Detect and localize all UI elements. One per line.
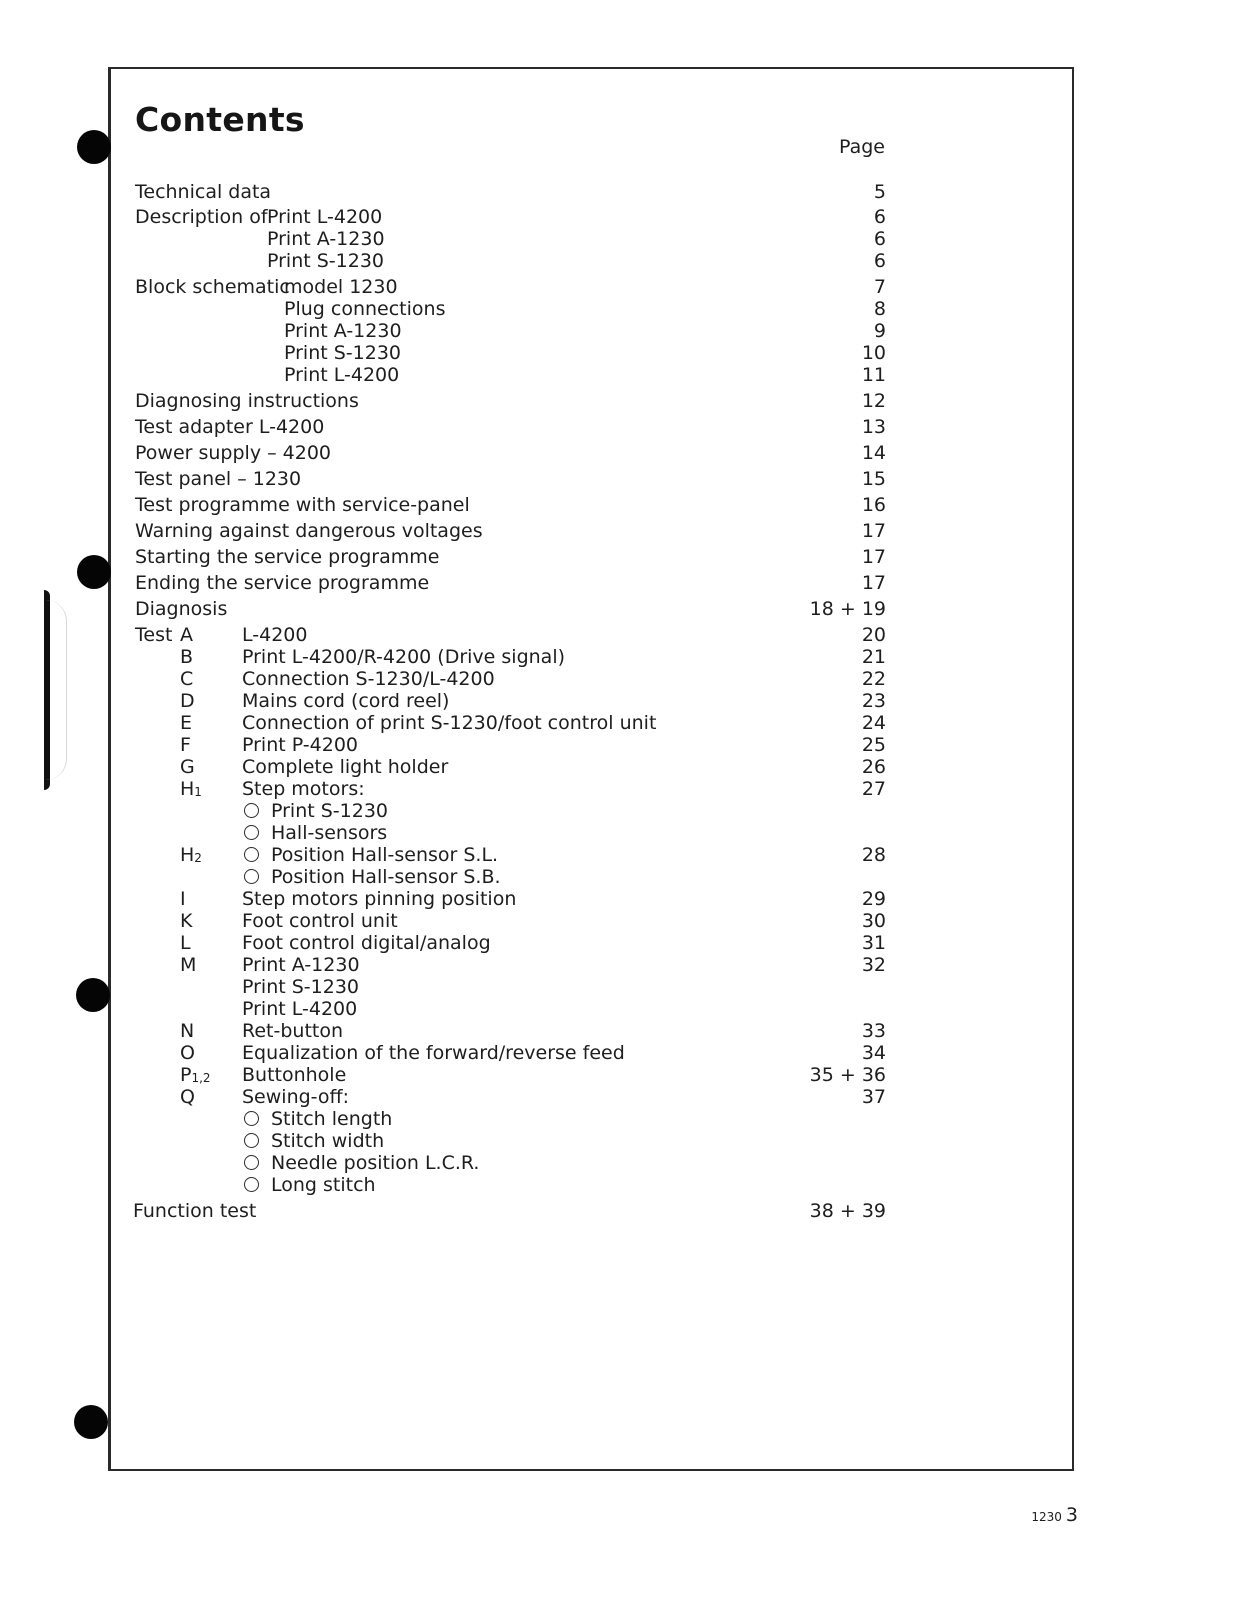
toc-group-block-schematic: Block schematic	[135, 276, 290, 298]
toc-entry-test-p[interactable]: Buttonhole	[242, 1064, 347, 1086]
toc-entry-test-q[interactable]: Sewing-off:	[242, 1086, 349, 1108]
test-letter: K	[180, 910, 193, 932]
toc-subentry-stitch-width[interactable]: Stitch width	[244, 1130, 384, 1152]
toc-subentry-m-print-l4200[interactable]: Print L-4200	[242, 998, 358, 1020]
toc-page-number: 27	[861, 778, 886, 800]
page-title: Contents	[135, 100, 305, 139]
toc-entry-test-h1[interactable]: Step motors:	[242, 778, 365, 800]
test-letter: I	[180, 888, 186, 910]
toc-page-number: 9	[873, 320, 886, 342]
footer-model-number: 1230	[1031, 1510, 1062, 1524]
toc-entry-diagnosing-instructions[interactable]: Diagnosing instructions	[135, 390, 359, 412]
toc-page-number: 5	[873, 181, 886, 203]
test-letter: G	[180, 756, 195, 778]
test-letter: C	[180, 668, 194, 690]
toc-page-number: 17	[861, 520, 886, 542]
toc-entry-test-n[interactable]: Ret-button	[242, 1020, 344, 1042]
test-letter: N	[180, 1020, 195, 1042]
toc-entry-description-print-a1230[interactable]: Print A-1230	[267, 228, 385, 250]
test-letter: E	[180, 712, 193, 734]
toc-entry-block-print-a1230[interactable]: Print A-1230	[284, 320, 402, 342]
toc-entry-block-model-1230[interactable]: model 1230	[284, 276, 398, 298]
binding-hole-icon	[77, 555, 111, 589]
toc-entry-test-k[interactable]: Foot control unit	[242, 910, 398, 932]
toc-page-number: 16	[861, 494, 886, 516]
test-letter: $P_{1,2}$	[180, 1064, 211, 1086]
toc-page-number: 38 + 39	[809, 1200, 886, 1222]
toc-page-number: 17	[861, 546, 886, 568]
toc-page-number: 35 + 36	[809, 1064, 886, 1086]
toc-subentry-stitch-length[interactable]: Stitch length	[244, 1108, 392, 1130]
test-letter: F	[180, 734, 191, 756]
toc-page-number: 7	[873, 276, 886, 298]
page-footer	[1000, 1504, 1078, 1526]
circle-bullet-icon	[244, 803, 259, 818]
toc-entry-test-l[interactable]: Foot control digital/analog	[242, 932, 491, 954]
toc-entry-technical-data[interactable]: Technical data	[135, 181, 272, 203]
test-letter: D	[180, 690, 195, 712]
toc-entry-block-print-s1230[interactable]: Print S-1230	[284, 342, 402, 364]
toc-entry-block-plug-connections[interactable]: Plug connections	[284, 298, 446, 320]
toc-entry-test-b[interactable]: Print L-4200/R-4200 (Drive signal)	[242, 646, 566, 668]
test-letter: A	[180, 624, 193, 646]
toc-entry-test-e[interactable]: Connection of print S-1230/foot control unit	[242, 712, 657, 734]
toc-entry-warning-voltages[interactable]: Warning against dangerous voltages	[135, 520, 483, 542]
toc-page-number: 6	[873, 250, 886, 272]
toc-page-number: 11	[861, 364, 886, 386]
toc-page-number: 10	[861, 342, 886, 364]
toc-entry-test-a[interactable]: L-4200	[242, 624, 308, 646]
toc-page-number: 22	[861, 668, 886, 690]
toc-subentry-print-s1230[interactable]: Print S-1230	[244, 800, 388, 822]
toc-entry-test-h2[interactable]: Position Hall-sensor S.L.	[244, 844, 498, 866]
binding-hole-icon	[76, 978, 110, 1012]
toc-page-number: 12	[861, 390, 886, 412]
test-letter: $H_2$	[180, 844, 202, 866]
toc-entry-ending-service[interactable]: Ending the service programme	[135, 572, 430, 594]
toc-entry-test-c[interactable]: Connection S-1230/L-4200	[242, 668, 495, 690]
toc-page-number: 34	[861, 1042, 886, 1064]
toc-page-number: 6	[873, 228, 886, 250]
toc-subentry-hall-sensor-sb[interactable]: Position Hall-sensor S.B.	[244, 866, 501, 888]
toc-page-number: 17	[861, 572, 886, 594]
toc-page-number: 14	[861, 442, 886, 464]
page-edge-curve	[46, 600, 67, 780]
toc-entry-test-f[interactable]: Print P-4200	[242, 734, 358, 756]
toc-subentry-hall-sensors[interactable]: Hall-sensors	[244, 822, 387, 844]
binding-hole-icon	[77, 130, 111, 164]
toc-group-description: Description of	[135, 206, 268, 228]
toc-entry-test-o[interactable]: Equalization of the forward/reverse feed	[242, 1042, 625, 1064]
footer-page-number: 3	[1065, 1504, 1078, 1526]
toc-page-number: 23	[861, 690, 886, 712]
circle-bullet-icon	[244, 825, 259, 840]
test-letter: O	[180, 1042, 195, 1064]
toc-entry-test-i[interactable]: Step motors pinning position	[242, 888, 517, 910]
circle-bullet-icon	[244, 869, 259, 884]
page-column-header: Page	[839, 136, 885, 158]
test-letter: M	[180, 954, 197, 976]
toc-entry-starting-service[interactable]: Starting the service programme	[135, 546, 440, 568]
toc-page-number: 15	[861, 468, 886, 490]
binding-hole-icon	[74, 1405, 108, 1439]
toc-entry-test-d[interactable]: Mains cord (cord reel)	[242, 690, 450, 712]
test-letter: Q	[180, 1086, 195, 1108]
toc-subentry-long-stitch[interactable]: Long stitch	[244, 1174, 376, 1196]
circle-bullet-icon	[244, 1133, 259, 1148]
toc-page-number: 18 + 19	[809, 598, 886, 620]
circle-bullet-icon	[244, 847, 259, 862]
toc-entry-test-m[interactable]: Print A-1230	[242, 954, 360, 976]
toc-page-number: 6	[873, 206, 886, 228]
toc-entry-diagnosis[interactable]: Diagnosis	[135, 598, 228, 620]
toc-entry-description-print-l4200[interactable]: Print L-4200	[267, 206, 383, 228]
toc-entry-test-programme[interactable]: Test programme with service-panel	[135, 494, 470, 516]
toc-page-number: 31	[861, 932, 886, 954]
test-letter: L	[180, 932, 191, 954]
toc-group-test: Test	[135, 624, 173, 646]
toc-page-number: 28	[861, 844, 886, 866]
circle-bullet-icon	[244, 1177, 259, 1192]
toc-page-number: 33	[861, 1020, 886, 1042]
toc-subentry-needle-position[interactable]: Needle position L.C.R.	[244, 1152, 479, 1174]
toc-entry-test-panel[interactable]: Test panel – 1230	[135, 468, 302, 490]
circle-bullet-icon	[244, 1111, 259, 1126]
toc-entry-description-print-s1230[interactable]: Print S-1230	[267, 250, 385, 272]
toc-page-number: 25	[861, 734, 886, 756]
toc-page-number: 32	[861, 954, 886, 976]
toc-entry-block-print-l4200[interactable]: Print L-4200	[284, 364, 400, 386]
toc-entry-function-test[interactable]: Function test	[133, 1200, 257, 1222]
toc-page-number: 8	[873, 298, 886, 320]
toc-page-number: 20	[861, 624, 886, 646]
toc-page-number: 24	[861, 712, 886, 734]
toc-entry-power-supply[interactable]: Power supply – 4200	[135, 442, 332, 464]
toc-subentry-m-print-s1230[interactable]: Print S-1230	[242, 976, 360, 998]
toc-page-number: 21	[861, 646, 886, 668]
test-letter: B	[180, 646, 194, 668]
toc-entry-test-adapter[interactable]: Test adapter L-4200	[135, 416, 325, 438]
test-letter: $H_1$	[180, 778, 202, 800]
toc-page-number: 13	[861, 416, 886, 438]
toc-page-number: 29	[861, 888, 886, 910]
toc-page-number: 30	[861, 910, 886, 932]
toc-page-number: 26	[861, 756, 886, 778]
toc-page-number: 37	[861, 1086, 886, 1108]
circle-bullet-icon	[244, 1155, 259, 1170]
toc-entry-test-g[interactable]: Complete light holder	[242, 756, 449, 778]
